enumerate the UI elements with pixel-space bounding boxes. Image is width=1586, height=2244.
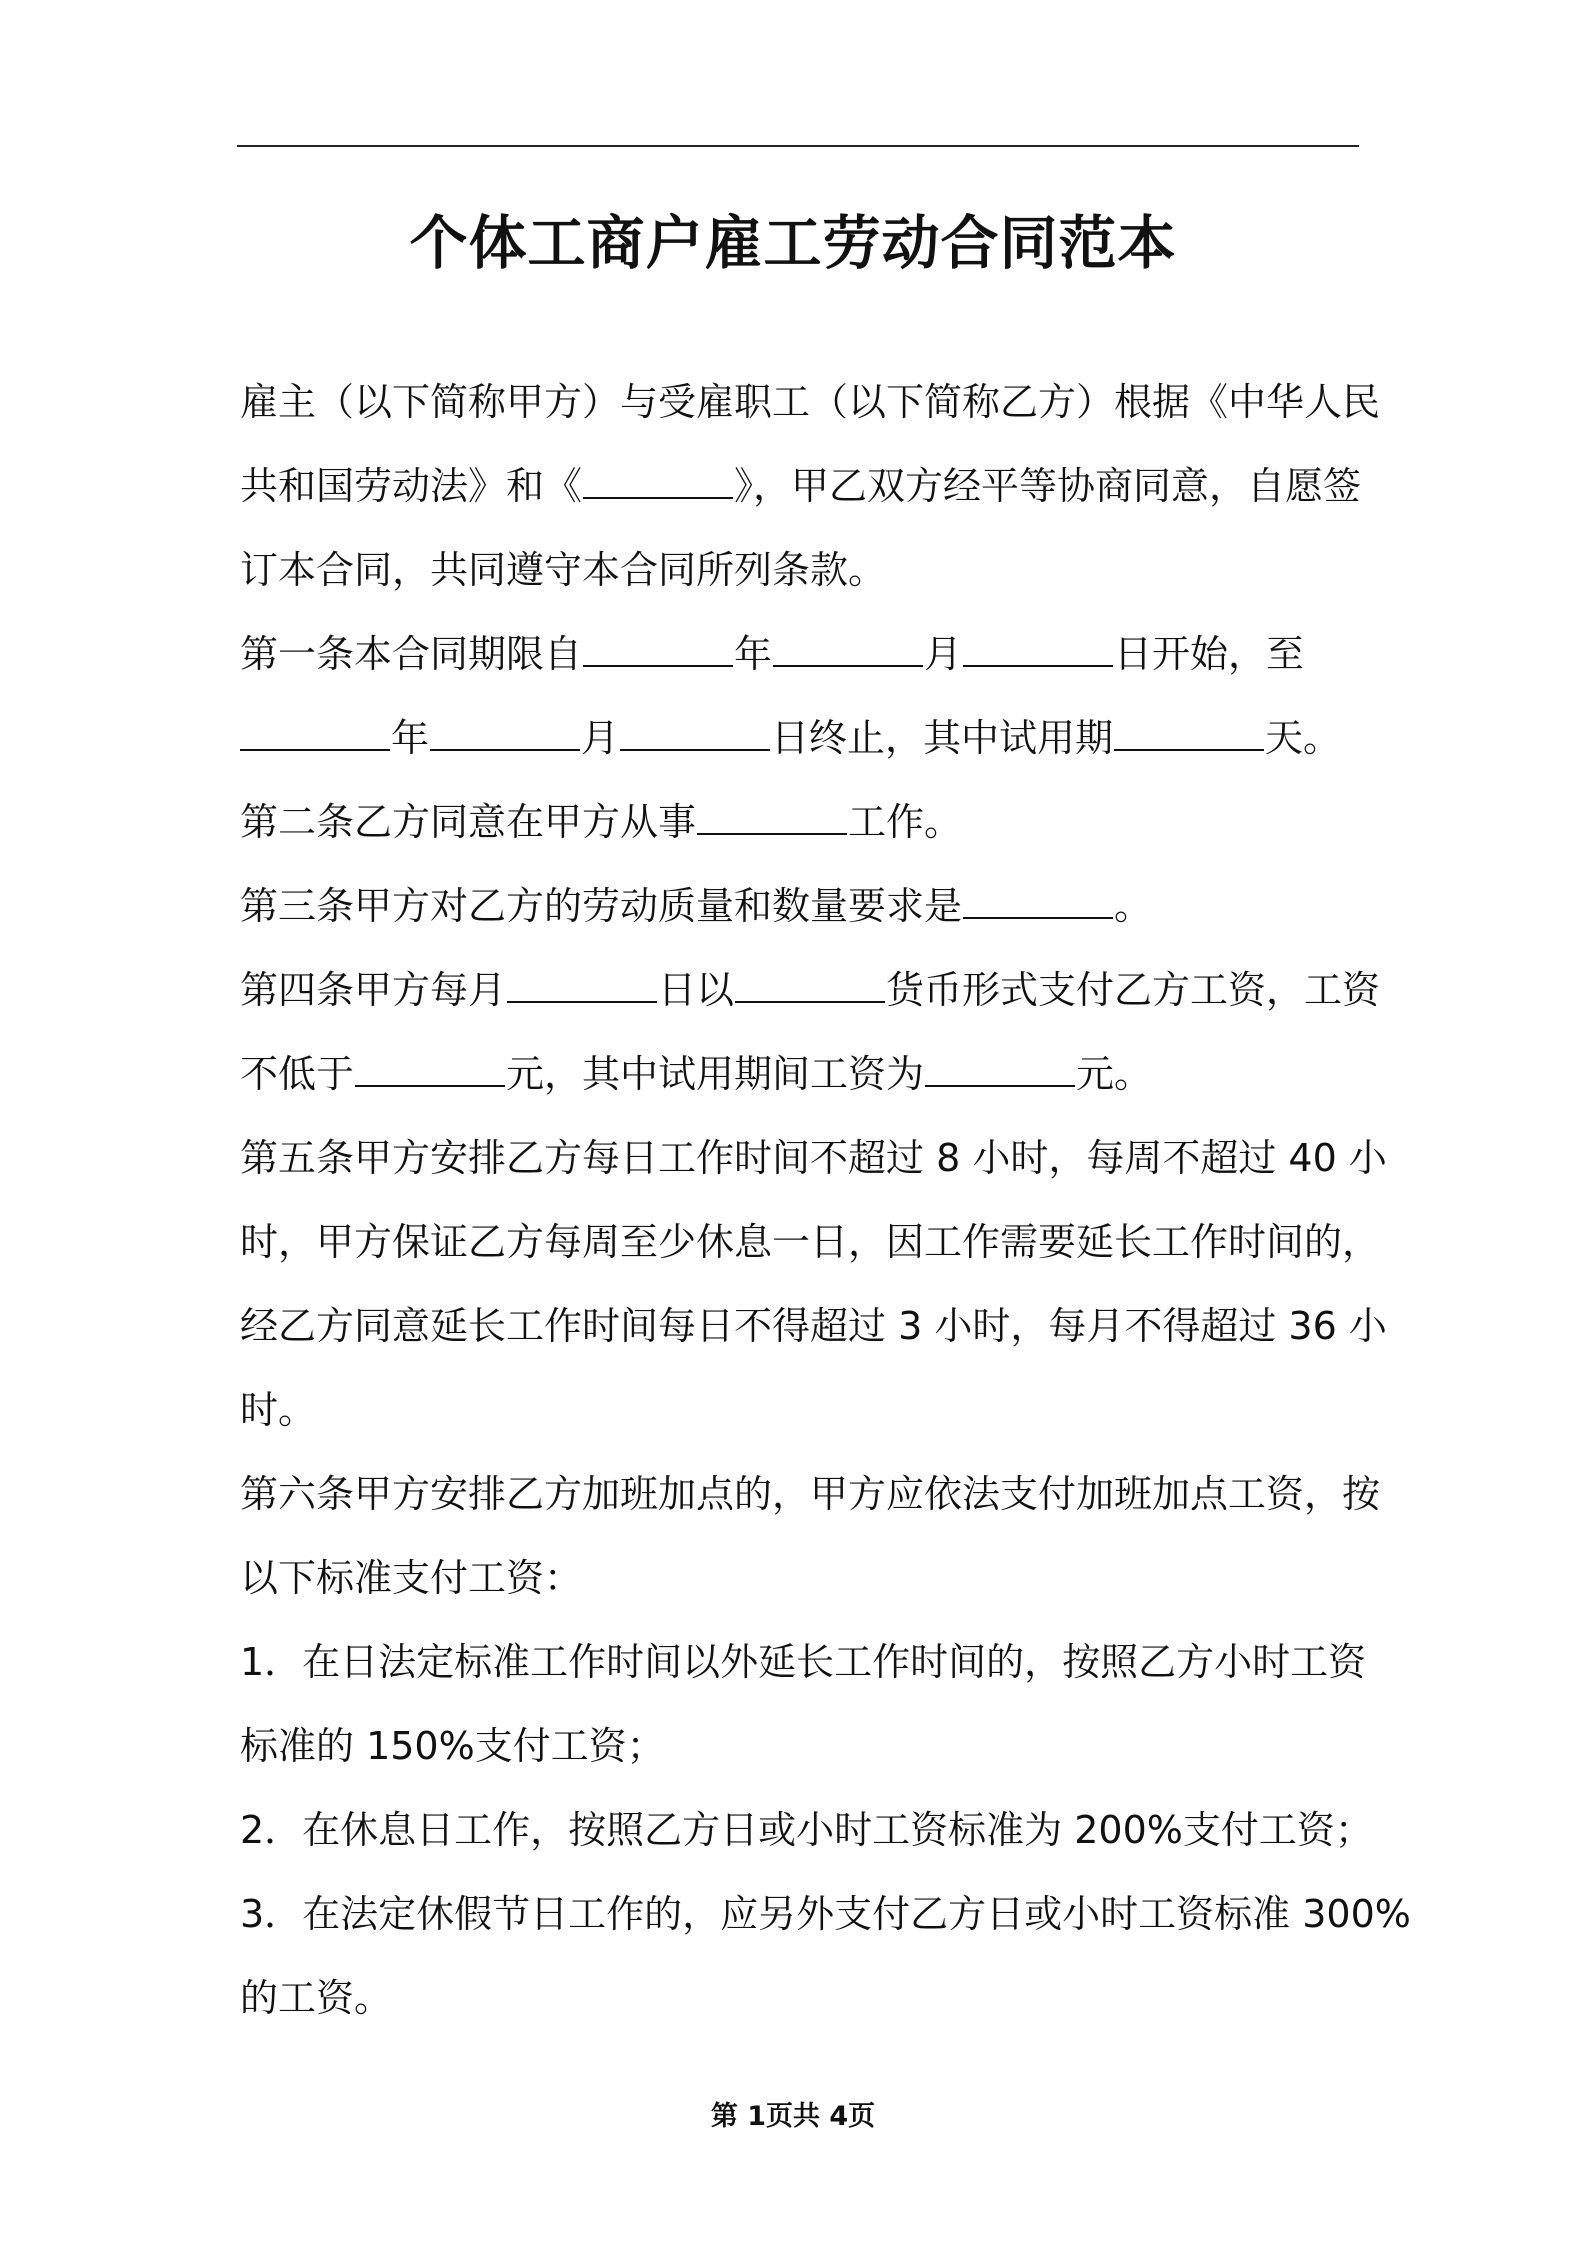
article-1-text-b: 年 <box>734 632 773 676</box>
job-blank[interactable] <box>697 795 847 835</box>
article-1-text-c: 月 <box>924 632 963 676</box>
article-4-line-2 <box>240 1032 1410 1116</box>
probation-wage-blank[interactable] <box>925 1047 1075 1087</box>
header-rule <box>237 145 1359 147</box>
article-4 <box>240 948 1410 1116</box>
article-3-text-b: 。 <box>1114 884 1153 928</box>
article-4-text-a: 第四条甲方每月 <box>240 968 507 1012</box>
article-2-text-b: 工作。 <box>848 800 963 844</box>
currency-blank[interactable] <box>735 963 885 1003</box>
article-4-text-d: 不低于 <box>240 1052 355 1096</box>
article-3-text-a: 第三条甲方对乙方的劳动质量和数量要求是 <box>240 884 963 928</box>
overtime-item-2-line-1: 2．在休息日工作，按照乙方日或小时工资标准为 200%支付工资； <box>240 1808 1373 1852</box>
article-5-line-4: 时。 <box>240 1388 317 1432</box>
article-4-line-1 <box>240 948 1410 1032</box>
article-3-line-1 <box>240 864 1410 948</box>
start-month-blank[interactable] <box>773 627 923 667</box>
article-1-text-h: 天。 <box>1265 716 1342 760</box>
article-4-text-c: 货币形式支付乙方工资，工资 <box>886 968 1381 1012</box>
article-1-text-d: 日开始，至 <box>1114 632 1305 676</box>
requirements-blank[interactable] <box>963 879 1113 919</box>
overtime-item-2 <box>240 1788 1410 1872</box>
article-2-text-a: 第二条乙方同意在甲方从事 <box>240 800 697 844</box>
article-4-text-e: 元，其中试用期间工资为 <box>506 1052 925 1096</box>
start-year-blank[interactable] <box>583 627 733 667</box>
intro-paragraph <box>240 360 1410 612</box>
article-5-line-1: 第五条甲方安排乙方每日工作时间不超过 8 小时，每周不超过 40 小 <box>240 1136 1387 1180</box>
end-day-blank[interactable] <box>620 711 770 751</box>
min-wage-blank[interactable] <box>355 1047 505 1087</box>
end-year-blank[interactable] <box>240 711 390 751</box>
overtime-item-3-line-1: 3．在法定休假节日工作的，应另外支付乙方日或小时工资标准 300% <box>240 1892 1411 1936</box>
article-1-text-a: 第一条本合同期限自 <box>240 632 583 676</box>
article-3 <box>240 864 1410 948</box>
article-5 <box>240 1116 1410 1452</box>
intro-line-2-end: 》，甲乙双方经平等协商同意，自愿签 <box>734 464 1362 508</box>
intro-line-3: 订本合同，共同遵守本合同所列条款。 <box>240 548 887 592</box>
article-2 <box>240 780 1410 864</box>
overtime-item-3 <box>240 1872 1410 2040</box>
overtime-item-1-line-2: 标准的 150%支付工资； <box>240 1724 665 1768</box>
law-name-blank[interactable] <box>583 459 733 499</box>
overtime-item-3-line-2: 的工资。 <box>240 1976 393 2020</box>
start-day-blank[interactable] <box>963 627 1113 667</box>
article-1-line-1 <box>240 612 1410 696</box>
article-4-text-f: 元。 <box>1076 1052 1153 1096</box>
article-5-line-3: 经乙方同意延长工作时间每日不得超过 3 小时，每月不得超过 36 小 <box>240 1304 1387 1348</box>
article-2-line-1 <box>240 780 1410 864</box>
intro-line-2 <box>240 444 1410 528</box>
article-6-line-1: 第六条甲方安排乙方加班加点的，甲方应依法支付加班加点工资，按 <box>240 1472 1381 1516</box>
article-1-line-2 <box>240 696 1410 780</box>
article-4-text-b: 日以 <box>658 968 735 1012</box>
article-1 <box>240 612 1410 780</box>
article-1-text-e: 年 <box>391 716 430 760</box>
pay-day-blank[interactable] <box>507 963 657 1003</box>
contract-body <box>240 360 1410 2040</box>
probation-days-blank[interactable] <box>1114 711 1264 751</box>
end-month-blank[interactable] <box>430 711 580 751</box>
article-6 <box>240 1452 1410 1620</box>
article-1-text-g: 日终止，其中试用期 <box>771 716 1114 760</box>
article-1-text-f: 月 <box>581 716 620 760</box>
page-number: 第 1页共 4页 <box>710 2101 876 2132</box>
intro-line-1: 雇主（以下简称甲方）与受雇职工（以下简称乙方）根据《中华人民 <box>240 380 1381 424</box>
overtime-item-1-line-1: 1．在日法定标准工作时间以外延长工作时间的，按照乙方小时工资 <box>240 1640 1367 1684</box>
article-6-line-2: 以下标准支付工资： <box>240 1556 583 1600</box>
article-5-line-2: 时，甲方保证乙方每周至少休息一日，因工作需要延长工作时间的， <box>240 1220 1381 1264</box>
intro-line-2-start: 共和国劳动法》和《 <box>240 464 583 508</box>
overtime-item-1 <box>240 1620 1410 1788</box>
document-title: 个体工商户雇工劳动合同范本 <box>409 209 1177 277</box>
